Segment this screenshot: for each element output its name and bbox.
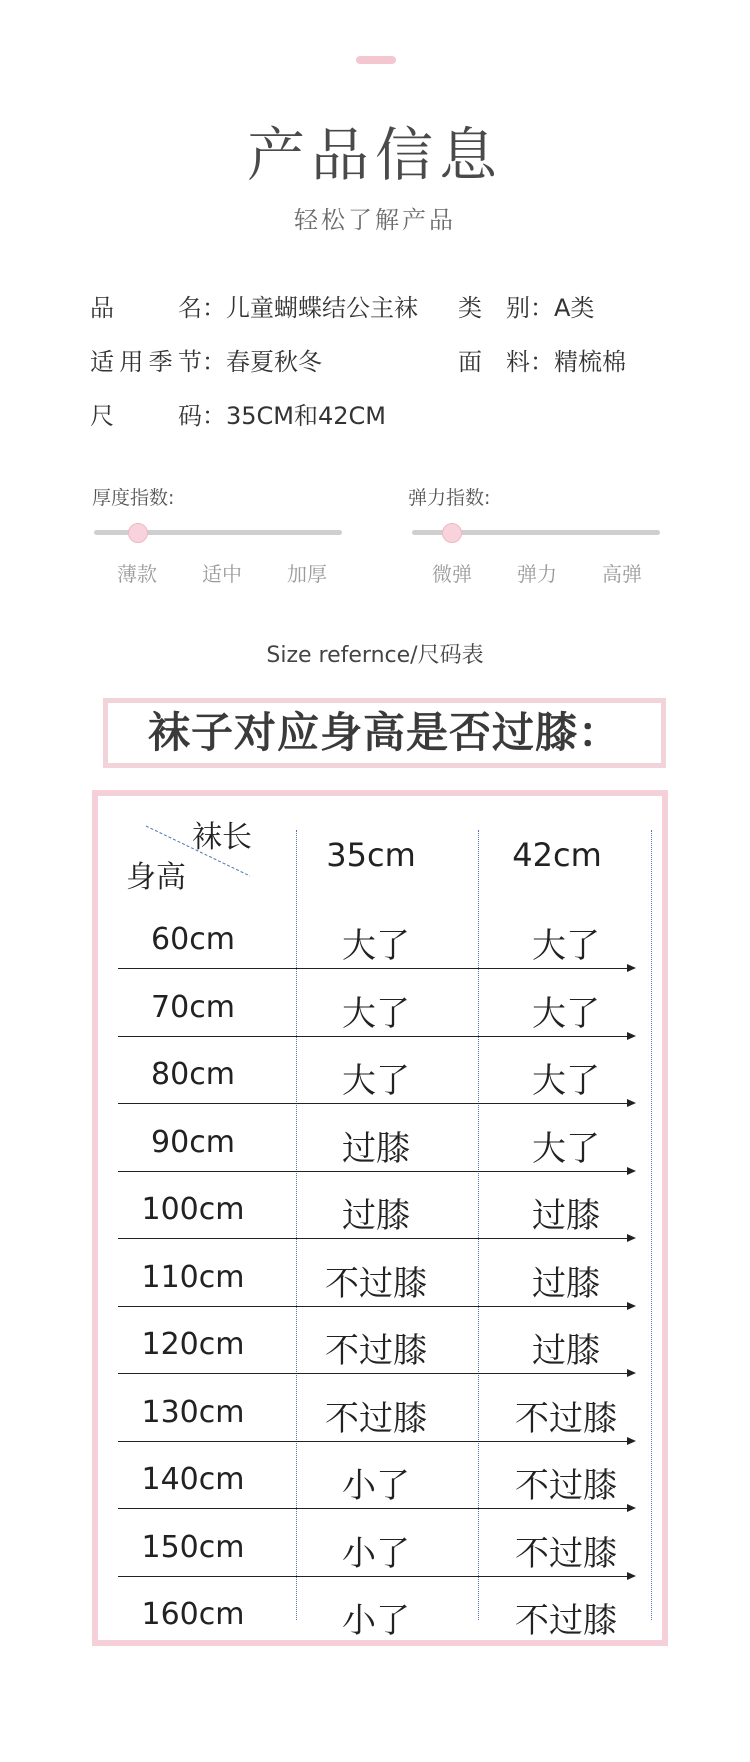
elasticity-tick-slight: 微弹 [432, 562, 472, 586]
cell-42cm: 过膝 [532, 1196, 600, 1236]
top-accent-bar [356, 56, 396, 64]
fabric-label: 面料 [458, 348, 530, 376]
row-separator-arrow-line [118, 1103, 628, 1104]
arrowhead-icon [627, 1437, 636, 1445]
cell-42cm: 不过膝 [515, 1466, 617, 1506]
info-category [458, 288, 594, 323]
category-label: 类别 [458, 294, 530, 322]
elasticity-tick-normal: 弹力 [517, 562, 557, 586]
colon: ： [202, 402, 226, 430]
row-separator-arrow-line [118, 1441, 628, 1442]
thickness-slider-knob [128, 523, 148, 543]
row-separator-arrow-line [118, 1306, 628, 1307]
arrowhead-icon [627, 964, 636, 972]
column-divider-2 [478, 830, 479, 1620]
banner-title: 袜子对应身高是否过膝： [147, 708, 621, 757]
cell-35cm: 不过膝 [325, 1264, 427, 1304]
info-name [90, 288, 418, 323]
size-reference-heading: Size refernce/尺码表 [266, 643, 484, 668]
colon: ： [530, 294, 554, 322]
row-height-cell: 100cm [141, 1192, 245, 1227]
row-height-cell: 120cm [141, 1327, 245, 1362]
season-value: 春夏秋冬 [226, 348, 322, 376]
row-separator-arrow-line [118, 968, 628, 969]
colon: ： [530, 348, 554, 376]
corner-label-height: 身高 [126, 860, 186, 895]
cell-42cm: 过膝 [532, 1264, 600, 1304]
column-divider-3 [651, 830, 652, 1620]
thickness-tick-thick: 加厚 [287, 562, 327, 586]
arrowhead-icon [627, 1369, 636, 1377]
fabric-value: 精梳棉 [554, 348, 626, 376]
cell-35cm: 大了 [342, 1061, 410, 1101]
corner-label-sock-length: 袜长 [192, 820, 252, 855]
row-height-cell: 60cm [151, 922, 235, 957]
arrowhead-icon [627, 1572, 636, 1580]
size-value: 35CM和42CM [226, 402, 387, 430]
column-header-42cm: 42cm [512, 836, 602, 874]
cell-35cm: 大了 [342, 926, 410, 966]
size-label: 尺码 [90, 402, 202, 430]
arrowhead-icon [627, 1167, 636, 1175]
thickness-index-label: 厚度指数: [92, 487, 175, 509]
row-height-cell: 110cm [141, 1260, 245, 1295]
row-height-cell: 70cm [151, 990, 235, 1025]
cell-42cm: 大了 [532, 926, 600, 966]
info-fabric [458, 342, 626, 377]
info-size [90, 396, 386, 431]
cell-42cm: 不过膝 [515, 1534, 617, 1574]
cell-35cm: 小了 [342, 1601, 410, 1641]
cell-35cm: 小了 [342, 1534, 410, 1574]
arrowhead-icon [627, 1302, 636, 1310]
row-height-cell: 130cm [141, 1395, 245, 1430]
elasticity-tick-high: 高弹 [602, 562, 642, 586]
cell-35cm: 不过膝 [325, 1331, 427, 1371]
cell-42cm: 大了 [532, 1129, 600, 1169]
thickness-tick-medium: 适中 [202, 562, 242, 586]
cell-42cm: 大了 [532, 994, 600, 1034]
cell-42cm: 不过膝 [515, 1601, 617, 1641]
info-season [90, 342, 322, 377]
row-separator-arrow-line [118, 1576, 628, 1577]
arrowhead-icon [627, 1504, 636, 1512]
season-label: 适用季节 [90, 348, 202, 376]
row-separator-arrow-line [118, 1036, 628, 1037]
cell-42cm: 不过膝 [515, 1399, 617, 1439]
column-header-35cm: 35cm [326, 836, 416, 874]
colon: ： [202, 348, 226, 376]
row-separator-arrow-line [118, 1171, 628, 1172]
cell-35cm: 小了 [342, 1466, 410, 1506]
thickness-tick-thin: 薄款 [117, 562, 157, 586]
cell-35cm: 大了 [342, 994, 410, 1034]
arrowhead-icon [627, 1032, 636, 1040]
category-value: A类 [554, 294, 595, 322]
row-height-cell: 80cm [151, 1057, 235, 1092]
page-title: 产品信息 [246, 121, 503, 189]
row-separator-arrow-line [118, 1373, 628, 1374]
row-height-cell: 90cm [151, 1125, 235, 1160]
cell-35cm: 不过膝 [325, 1399, 427, 1439]
name-label: 品名 [90, 294, 202, 322]
colon: ： [202, 294, 226, 322]
elasticity-slider-knob [442, 523, 462, 543]
elasticity-index-label: 弹力指数: [408, 487, 491, 509]
page-subtitle: 轻松了解产品 [294, 206, 456, 234]
arrowhead-icon [627, 1099, 636, 1107]
row-separator-arrow-line [118, 1238, 628, 1239]
row-height-cell: 160cm [141, 1597, 245, 1632]
cell-35cm: 过膝 [342, 1196, 410, 1236]
row-separator-arrow-line [118, 1508, 628, 1509]
cell-42cm: 大了 [532, 1061, 600, 1101]
row-height-cell: 150cm [141, 1530, 245, 1565]
cell-35cm: 过膝 [342, 1129, 410, 1169]
row-height-cell: 140cm [141, 1462, 245, 1497]
cell-42cm: 过膝 [532, 1331, 600, 1371]
arrowhead-icon [627, 1234, 636, 1242]
name-value: 儿童蝴蝶结公主袜 [226, 294, 418, 322]
